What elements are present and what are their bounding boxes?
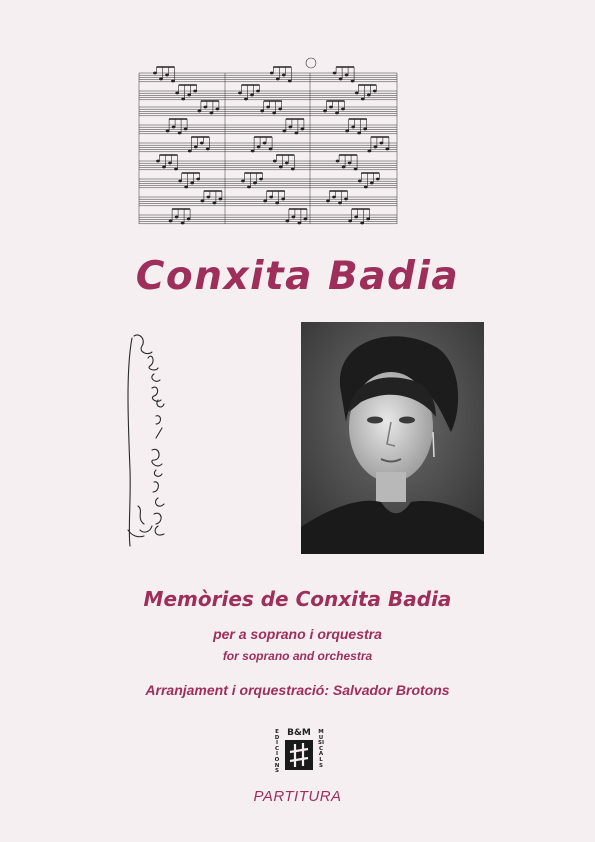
portrait-photo	[301, 322, 484, 554]
subtitle-english: for soprano and orchestra	[222, 649, 373, 663]
signature-image	[118, 330, 178, 550]
publisher-logo-right-text: MUSICALS	[318, 729, 325, 769]
subtitle-catalan: per a soprano i orquestra	[213, 626, 382, 642]
score-manuscript-image	[125, 55, 400, 240]
work-title: Memòries de Conxita Badia	[143, 587, 452, 611]
sharp-symbol-icon	[285, 740, 313, 770]
publisher-logo-top-text: B&M	[287, 728, 311, 738]
publisher-logo	[274, 728, 324, 774]
composer-name: Conxita Badia	[135, 254, 460, 299]
publisher-logo-left-text: EDICIONS	[274, 729, 280, 775]
arrangement-credit: Arranjament i orquestració: Salvador Brotons	[145, 682, 450, 698]
edition-type: PARTITURA	[253, 788, 342, 805]
